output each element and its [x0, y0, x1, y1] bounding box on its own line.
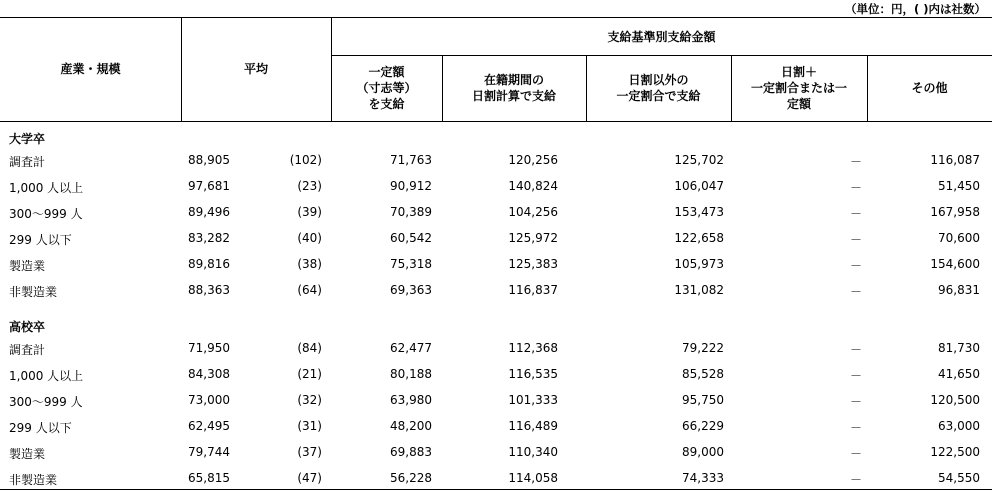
- daily-plus-value: －: [850, 181, 863, 195]
- table-row: [0, 176, 992, 198]
- fixed-ratio-value: 153,473: [674, 205, 724, 219]
- row-label: 製造業: [9, 259, 46, 273]
- company-count: (84): [297, 341, 322, 355]
- fixed-ratio-value: 106,047: [674, 179, 724, 193]
- header-daily-plus: 日割＋ 一定割合または一 定額: [750, 65, 847, 111]
- header-bottom-rule: [0, 121, 992, 122]
- other-value: 116,087: [930, 153, 980, 167]
- tenure-daily-value: 120,256: [508, 153, 558, 167]
- average-value: 65,815: [188, 471, 230, 485]
- company-count: (47): [297, 471, 322, 485]
- daily-plus-value: －: [850, 369, 863, 383]
- row-label: 300～999 人: [9, 207, 83, 221]
- average-value: 89,816: [188, 257, 230, 271]
- fixed-amount-value: 56,228: [390, 471, 432, 485]
- row-label: 非製造業: [9, 473, 58, 487]
- row-label: 299 人以下: [9, 233, 72, 247]
- fixed-ratio-value: 79,222: [682, 341, 724, 355]
- fixed-amount-value: 69,363: [390, 283, 432, 297]
- average-value: 73,000: [188, 393, 230, 407]
- tenure-daily-value: 125,383: [508, 257, 558, 271]
- average-value: 83,282: [188, 231, 230, 245]
- unit-note: （単位：円，( )内は社数）: [844, 2, 986, 16]
- company-count: (64): [297, 283, 322, 297]
- other-value: 70,600: [938, 231, 980, 245]
- daily-plus-value: －: [850, 207, 863, 221]
- other-value: 81,730: [938, 341, 980, 355]
- tenure-daily-value: 140,824: [508, 179, 558, 193]
- average-value: 97,681: [188, 179, 230, 193]
- header-industry-scale: 産業・規模: [60, 62, 121, 76]
- company-count: (39): [297, 205, 322, 219]
- tenure-daily-value: 112,368: [508, 341, 558, 355]
- row-label: 調査計: [9, 343, 46, 357]
- fixed-amount-value: 80,188: [390, 367, 432, 381]
- tenure-daily-value: 116,489: [508, 419, 558, 433]
- row-label: 調査計: [9, 155, 46, 169]
- table-row: [0, 338, 992, 360]
- tenure-daily-value: 116,535: [508, 367, 558, 381]
- daily-plus-value: －: [850, 259, 863, 273]
- other-value: 54,550: [938, 471, 980, 485]
- daily-plus-value: －: [850, 155, 863, 169]
- fixed-amount-value: 90,912: [390, 179, 432, 193]
- average-value: 89,496: [188, 205, 230, 219]
- tenure-daily-value: 110,340: [508, 445, 558, 459]
- header-other: その他: [911, 81, 948, 95]
- other-value: 154,600: [930, 257, 980, 271]
- tenure-daily-value: 104,256: [508, 205, 558, 219]
- row-label: 299 人以下: [9, 421, 72, 435]
- tenure-daily-value: 101,333: [508, 393, 558, 407]
- daily-plus-value: －: [850, 395, 863, 409]
- table-row: [0, 390, 992, 412]
- section-title: 高校卒: [9, 320, 46, 334]
- fixed-ratio-value: 122,658: [674, 231, 724, 245]
- other-value: 63,000: [938, 419, 980, 433]
- average-value: 84,308: [188, 367, 230, 381]
- other-value: 167,958: [930, 205, 980, 219]
- tenure-daily-value: 125,972: [508, 231, 558, 245]
- average-value: 62,495: [188, 419, 230, 433]
- other-value: 120,500: [930, 393, 980, 407]
- other-value: 51,450: [938, 179, 980, 193]
- row-label: 300～999 人: [9, 395, 83, 409]
- other-value: 122,500: [930, 445, 980, 459]
- row-label: 製造業: [9, 447, 46, 461]
- average-value: 88,905: [188, 153, 230, 167]
- table-top-rule: [0, 17, 992, 18]
- company-count: (31): [297, 419, 322, 433]
- fixed-amount-value: 63,980: [390, 393, 432, 407]
- company-count: (37): [297, 445, 322, 459]
- fixed-amount-value: 71,763: [390, 153, 432, 167]
- daily-plus-value: －: [850, 285, 863, 299]
- section-title: 大学卒: [9, 132, 46, 146]
- header-ratio: 日割以外の 一定割合で支給: [616, 73, 701, 103]
- other-value: 96,831: [938, 283, 980, 297]
- tenure-daily-value: 116,837: [508, 283, 558, 297]
- header-tenure: 在籍期間の 日割計算で支給: [471, 73, 556, 103]
- fixed-ratio-value: 125,702: [674, 153, 724, 167]
- daily-plus-value: －: [850, 421, 863, 435]
- company-count: (38): [297, 257, 322, 271]
- row-label: 非製造業: [9, 285, 58, 299]
- average-value: 79,744: [188, 445, 230, 459]
- average-value: 71,950: [188, 341, 230, 355]
- row-label: 1,000 人以上: [9, 369, 84, 383]
- average-value: 88,363: [188, 283, 230, 297]
- fixed-ratio-value: 66,229: [682, 419, 724, 433]
- table-row: [0, 416, 992, 438]
- fixed-amount-value: 70,389: [390, 205, 432, 219]
- header-payment-group: 支給基準別支給金額: [607, 30, 716, 44]
- daily-plus-value: －: [850, 233, 863, 247]
- fixed-amount-value: 60,542: [390, 231, 432, 245]
- row-label: 1,000 人以上: [9, 181, 84, 195]
- fixed-amount-value: 62,477: [390, 341, 432, 355]
- table-row: [0, 254, 992, 276]
- fixed-ratio-value: 89,000: [682, 445, 724, 459]
- table-row: [0, 280, 992, 302]
- daily-plus-value: －: [850, 473, 863, 487]
- fixed-amount-value: 48,200: [390, 419, 432, 433]
- company-count: (32): [297, 393, 322, 407]
- fixed-amount-value: 69,883: [390, 445, 432, 459]
- daily-plus-value: －: [850, 343, 863, 357]
- table-row: [0, 228, 992, 250]
- fixed-ratio-value: 105,973: [674, 257, 724, 271]
- other-value: 41,650: [938, 367, 980, 381]
- fixed-ratio-value: 131,082: [674, 283, 724, 297]
- daily-plus-value: －: [850, 447, 863, 461]
- table-row: [0, 468, 992, 490]
- table-row: [0, 442, 992, 464]
- tenure-daily-value: 114,058: [508, 471, 558, 485]
- fixed-ratio-value: 85,528: [682, 367, 724, 381]
- table-row: [0, 150, 992, 172]
- company-count: (102): [289, 153, 322, 167]
- company-count: (23): [297, 179, 322, 193]
- header-fixed: 一定額 （寸志等） を支給: [356, 65, 417, 111]
- group-header-rule: [331, 55, 992, 56]
- company-count: (21): [297, 367, 322, 381]
- table-row: [0, 202, 992, 224]
- company-count: (40): [297, 231, 322, 245]
- header-average: 平均: [243, 62, 268, 76]
- fixed-amount-value: 75,318: [390, 257, 432, 271]
- fixed-ratio-value: 74,333: [682, 471, 724, 485]
- fixed-ratio-value: 95,750: [682, 393, 724, 407]
- table-row: [0, 364, 992, 386]
